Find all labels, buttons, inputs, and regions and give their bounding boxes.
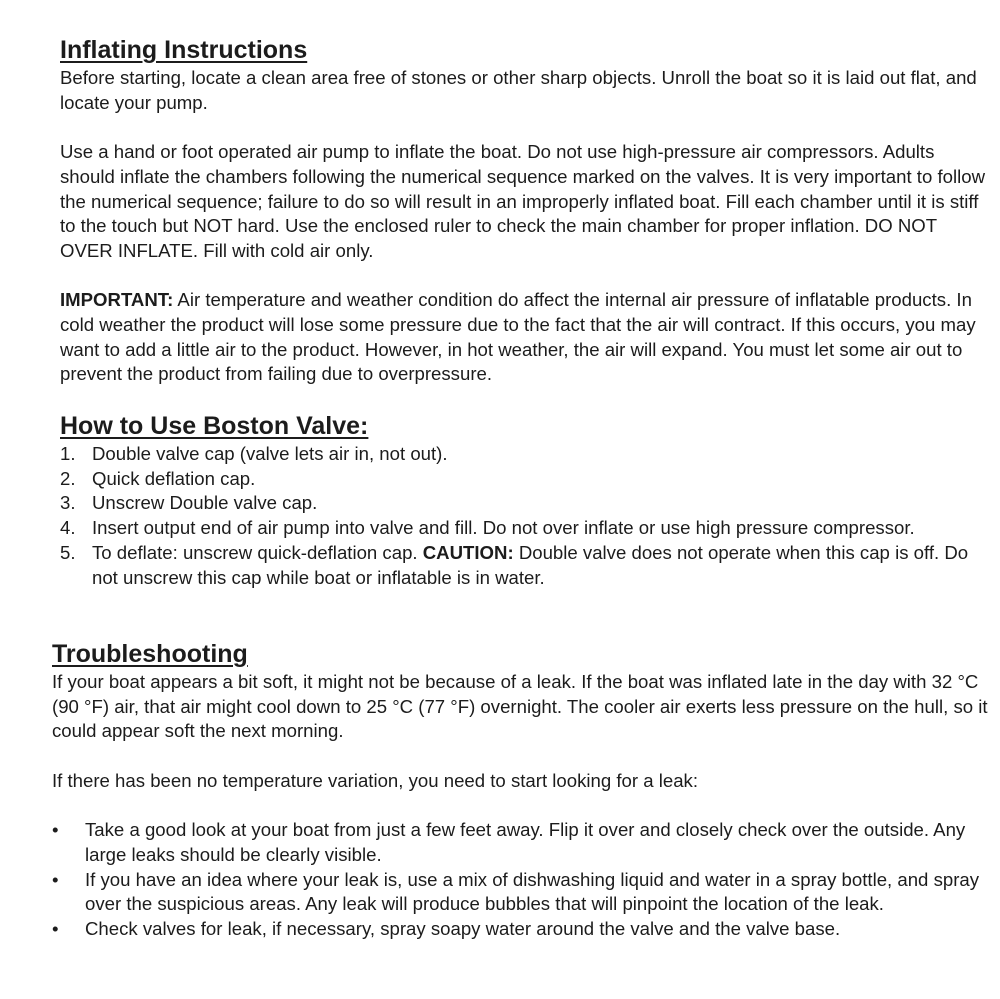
troubleshooting-leak-paragraph: If there has been no temperature variation, you need to start looking for a leak: [52,769,699,791]
bullet-text: Take a good look at your boat from just a few feet away. Flip it over and closely check over the outside. Any large leaks should be clearly visible. [85,819,966,865]
step-text: To deflate: unscrew quick-deflation cap. [92,541,418,563]
inflating-intro-paragraph: Before starting, locate a clean area free of stones or other sharp objects. Unroll the boat so it is laid out flat, and locate your pump. [60,67,977,113]
important-paragraph [60,288,990,387]
list-item [52,868,992,917]
step-number: 5. [60,541,76,563]
valve-heading: How to Use Boston Valve: [60,412,369,440]
step-number: 4. [60,517,76,539]
important-label: IMPORTANT: [60,289,174,311]
step-number: 1. [60,443,76,464]
step-text: Double valve cap (valve lets air in, not out). [92,443,448,464]
step-text: Unscrew Double valve cap. [92,492,318,514]
bullet-glyph: • [52,819,59,841]
leak-checks-list [52,818,992,942]
valve-steps-list [60,442,990,590]
bullet-text: If you have an idea where your leak is, use a mix of dishwashing liquid and water in a spray bottle, and spray over the suspicious areas. Any leak will produce bubbles that will pinpoint the location of the leak. [85,868,980,915]
troubleshooting-section [52,640,992,942]
step-number: 3. [60,492,76,514]
list-item [52,917,992,942]
important-text: Air temperature and weather condition do affect the internal air pressure of inflatable products. In cold weather the product will lose some pressure due to the fact that the air will contract. If this occurs, you may want to add a little air to the product. However, in hot weather, the air will expand. You must let some air out to prevent the product from failing due to overpressure. [60,289,976,385]
bullet-text: Check valves for leak, if necessary, spray soapy water around the valve and the valve base. [85,918,841,939]
inflating-section [60,36,990,387]
step-number: 2. [60,467,76,489]
bullet-glyph: • [52,918,59,939]
troubleshooting-soft-paragraph: If your boat appears a bit soft, it might not be because of a leak. If the boat was inflated late in the day with 32 °C (90 °F) air, that air might cool down to 25 °C (77 °F) overnight. The cooler air exerts less pressure on the hull, so it could appear soft the next morning. [52,671,988,742]
inflating-heading: Inflating Instructions [60,36,308,64]
list-item [60,442,990,467]
list-item [52,818,992,867]
caution-text: Double valve does not operate when this cap is off. Do not unscrew this cap while boat or inflatable is in water. [92,541,969,588]
valve-section [60,412,990,590]
list-item [60,491,990,516]
troubleshooting-heading: Troubleshooting [52,640,248,668]
caution-label: CAUTION: [422,541,514,563]
step-text: Insert output end of air pump into valve and fill. Do not over inflate or use high pressure compressor. [92,517,915,539]
list-item [60,541,990,590]
list-item [60,516,990,541]
list-item [60,467,990,492]
bullet-glyph: • [52,868,59,890]
step-text: Quick deflation cap. [92,467,256,489]
inflating-pump-paragraph: Use a hand or foot operated air pump to inflate the boat. Do not use high-pressure air compressors. Adults should inflate the chambers following the numerical sequence marked on the valves. It is very important to follow the numerical sequence; failure to do so will result in an improperly inflated boat. Fill each chamber until it is stiff to the touch but NOT hard. Use the enclosed ruler to check the main chamber for proper inflation. DO NOT OVER INFLATE. Fill with cold air only. [60,141,985,261]
